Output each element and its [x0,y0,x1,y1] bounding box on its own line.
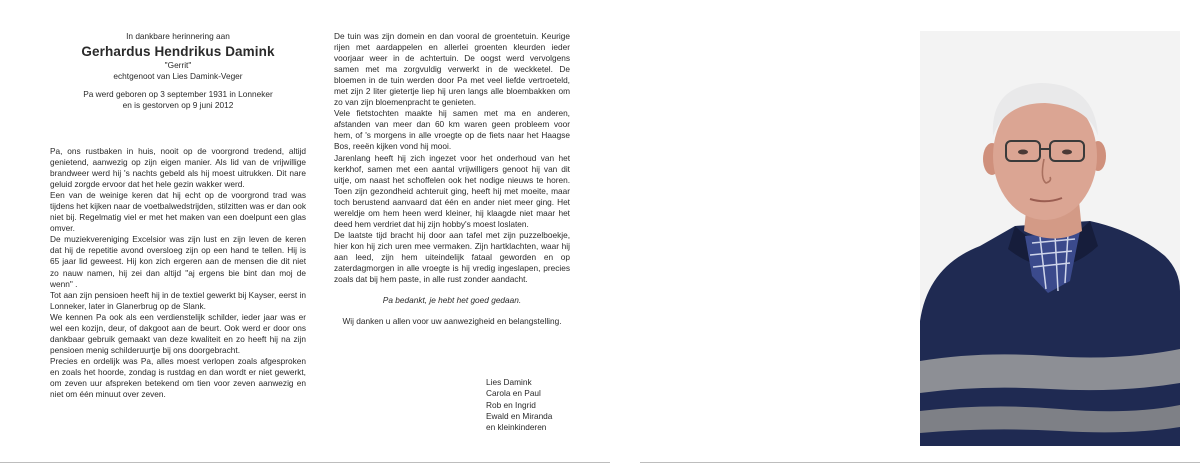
spouse-line: echtgenoot van Lies Damink-Veger [113,71,243,81]
signature-line: Carola en Paul [486,388,541,399]
card-header [50,31,306,112]
paragraph: De muziekvereniging Excelsior was zijn lust en zijn leven de keren dat hij de repetitie avond oversloeg zijn op een hand te tellen. Hij is 65 jaar lid geweest. Hij kon zich ergeren aan de mensen die dit niet zo nauw namen, hij zei dan altijd "aj ergens bie bint dan moj de wenn" . [50,234,306,289]
paragraph: Vele fietstochten maakte hij samen met ma en anderen, afstanden van meer dan 60 km waren geen probleem voor hem, of 's morgens in alle vroegte op de fiets naar het Haagse Bos, reeën kijken vond hij mooi. [334,108,570,152]
nickname: "Gerrit" [164,59,192,70]
signature-line: en kleinkinderen [486,422,547,433]
signature-line: Rob en Ingrid [486,399,536,410]
intro-line: In dankbare herinnering aan [126,31,230,41]
paragraph: De laatste tijd bracht hij door aan tafel met zijn puzzelboekje, hier kon hij zich uren mee vermaken. Zijn hartklachten, waar hij aan leed, zijn hem uiteindelijk fataal geworden en op zaterdagmorgen in alle vroegte is hij vredig ingeslapen, precies zoals dat bij hem paste, in alle rust zonder aandacht. [334,229,570,285]
birth-line: Pa werd geboren op 3 september 1931 in Lonneker [83,88,273,99]
paragraph: Pa, ons rustbaken in huis, nooit op de voorgrond tredend, altijd genietend, aanwezig op zijn eigen manier. Als lid van de vrijwillige brandweer werd hij 's nachts gebeld als hij moest uitrukken. Dit nare geluid zorgde ervoor dat het hele gezin wakker werd. [50,146,306,190]
middle-column-text [334,31,570,327]
deceased-name: Gerhardus Hendrikus Damink [81,43,275,59]
paragraph: We kennen Pa ook als een verdienstelijk schilder, ieder jaar was er wel een kozijn, deur, of dakgoot aan de beurt. Ook werd er door ons dankbaar gebruik gemaakt van deze kwaliteit en zo heeft hij na zijn pensioen menig schilderuurtje bij ons doorgebracht. [50,311,306,355]
portrait-photo [920,31,1180,446]
paragraph: Tot aan zijn pensioen heeft hij in de textiel gewerkt bij Kayser, eerst in Lonneker, later in Glanerbrug op de Slank. [50,289,306,311]
paragraph: De tuin was zijn domein en dan vooral de groentetuin. Keurige rijen met aardappelen en allerlei groenten kleurden ieder voorjaar weer in de achtertuin. De oogst werd vervolgens samen met ma zorgvuldig verwerkt in de weckketel. De bloemen in de tuin werden door Pa met veel liefde vertroeteld, met zijn 2 liter gietertje liep hij uren langs alle bloembakken om zo van zijn bloemenpracht te genieten. [334,31,570,108]
signature-line: Lies Damink [486,377,532,387]
paragraph: Een van de weinige keren dat hij echt op de voorgrond trad was tijdens het kijken naar de voetbalwedstrijden, stilzitten was er dan ook niet bij. Regelmatig viel er met het maken van een doelpunt een glas omver. [50,190,306,234]
paragraph: Precies en ordelijk was Pa, alles moest verlopen zoals afgesproken en zoals het hoorde, zondag is rustdag en dan wordt er niet gewerkt, om zeven uur afspreken betekend om tien voor zeven aanwezig en niet om één minuut over zeven. [50,355,306,400]
signatures [486,377,586,433]
death-line: en is gestorven op 9 juni 2012 [122,100,234,110]
thanks-line: Wij danken u allen voor uw aanwezigheid en belangstelling. [342,316,562,327]
paragraph: Jarenlang heeft hij zich ingezet voor het onderhoud van het kerkhof, samen met een aantal vrijwilligers genoot hij van dit uitje, om naast het schoffelen ook het nodige nieuws te horen. Toen zijn gezondheid achteruit ging, heeft hij met moeite, maar toch berustend aanvaard dat één en ander niet meer ging. Het wereldje om hem heen werd kleiner, hij klaagde niet maar het deed hem verdriet dat hij zijn hobby's moest loslaten. [334,152,570,229]
left-column-text [50,146,306,400]
signature-line: Ewald en Miranda [486,410,553,421]
closing-quote: Pa bedankt, je hebt het goed gedaan. [382,295,522,306]
scan-edge-line [0,462,610,463]
scan-edge-line [640,462,1200,463]
